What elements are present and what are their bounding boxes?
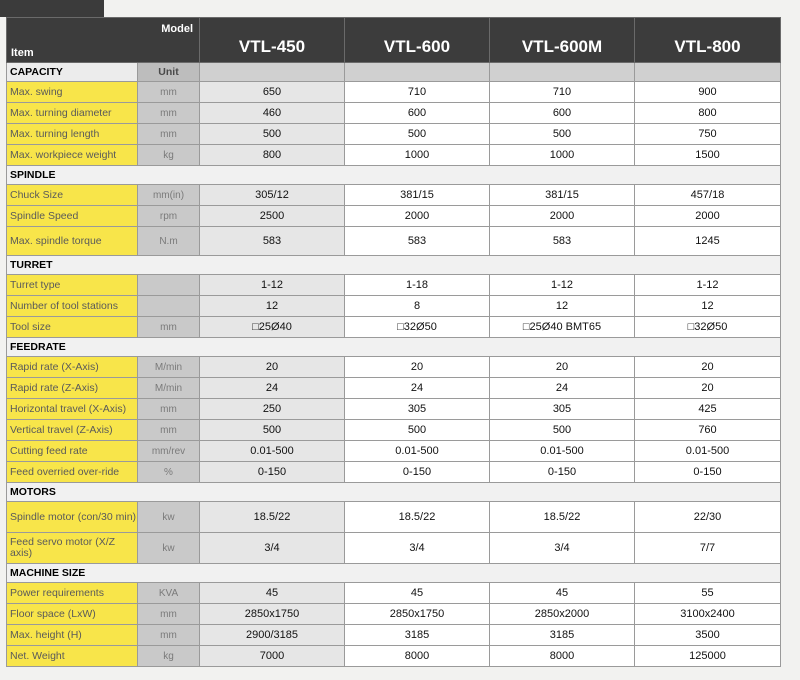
cell-value: 500 bbox=[345, 420, 490, 441]
section-spacer bbox=[635, 63, 781, 82]
row-label: Horizontal travel (X-Axis) bbox=[7, 399, 138, 420]
row-unit: kg bbox=[138, 145, 200, 166]
item-label: Item bbox=[11, 47, 34, 59]
row-unit: kw bbox=[138, 533, 200, 564]
cell-value: 3100x2400 bbox=[635, 604, 781, 625]
cell-value: 2000 bbox=[490, 206, 635, 227]
row-unit: mm bbox=[138, 82, 200, 103]
table-row bbox=[7, 533, 781, 564]
cell-value: 1-12 bbox=[490, 275, 635, 296]
section-header-spindle bbox=[7, 166, 781, 185]
row-unit: kw bbox=[138, 502, 200, 533]
cell-value: 0-150 bbox=[635, 462, 781, 483]
table-row bbox=[7, 625, 781, 646]
cell-value: □25Ø40 BMT65 bbox=[490, 317, 635, 338]
row-label: Spindle motor (con/30 min) bbox=[7, 502, 138, 533]
cell-value: 500 bbox=[345, 124, 490, 145]
cell-value: 7000 bbox=[200, 646, 345, 667]
table-row bbox=[7, 206, 781, 227]
unit-header: Unit bbox=[138, 63, 200, 82]
row-label: Feed overried over-ride bbox=[7, 462, 138, 483]
cell-value: □32Ø50 bbox=[345, 317, 490, 338]
section-spacer bbox=[200, 63, 345, 82]
cell-value: 710 bbox=[490, 82, 635, 103]
row-unit: mm bbox=[138, 399, 200, 420]
section-header-capacity bbox=[7, 63, 781, 82]
table-row bbox=[7, 227, 781, 256]
cell-value: 381/15 bbox=[345, 185, 490, 206]
cell-value: □25Ø40 bbox=[200, 317, 345, 338]
row-unit: mm bbox=[138, 625, 200, 646]
cell-value: 24 bbox=[200, 378, 345, 399]
cell-value: 0-150 bbox=[345, 462, 490, 483]
spec-table bbox=[6, 17, 781, 667]
cell-value: 20 bbox=[200, 357, 345, 378]
section-header-turret bbox=[7, 256, 781, 275]
cell-value: 583 bbox=[490, 227, 635, 256]
table-row bbox=[7, 646, 781, 667]
table-row bbox=[7, 604, 781, 625]
cell-value: 1000 bbox=[490, 145, 635, 166]
cell-value: 8000 bbox=[345, 646, 490, 667]
cell-value: 583 bbox=[200, 227, 345, 256]
cell-value: 760 bbox=[635, 420, 781, 441]
cell-value: 18.5/22 bbox=[200, 502, 345, 533]
cell-value: 3/4 bbox=[490, 533, 635, 564]
row-unit: KVA bbox=[138, 583, 200, 604]
item-model-header bbox=[7, 18, 200, 63]
cell-value: 55 bbox=[635, 583, 781, 604]
cell-value: 2850x1750 bbox=[200, 604, 345, 625]
cell-value: 2000 bbox=[635, 206, 781, 227]
cell-value: 2000 bbox=[345, 206, 490, 227]
cell-value: 45 bbox=[345, 583, 490, 604]
header-row bbox=[7, 18, 781, 63]
row-label: Max. swing bbox=[7, 82, 138, 103]
table-row bbox=[7, 124, 781, 145]
cell-value: 1500 bbox=[635, 145, 781, 166]
section-title: FEEDRATE bbox=[7, 338, 781, 357]
cell-value: 500 bbox=[200, 124, 345, 145]
table-row bbox=[7, 185, 781, 206]
row-label: Max. spindle torque bbox=[7, 227, 138, 256]
row-label: Floor space (LxW) bbox=[7, 604, 138, 625]
cell-value: 12 bbox=[635, 296, 781, 317]
model-label: Model bbox=[161, 23, 193, 35]
cell-value: 650 bbox=[200, 82, 345, 103]
row-label: Number of tool stations bbox=[7, 296, 138, 317]
section-header-feedrate bbox=[7, 338, 781, 357]
table-row bbox=[7, 82, 781, 103]
cell-value: 3185 bbox=[345, 625, 490, 646]
table-row bbox=[7, 420, 781, 441]
cell-value: 500 bbox=[200, 420, 345, 441]
row-label: Feed servo motor (X/Z axis) bbox=[7, 533, 138, 564]
row-unit: mm bbox=[138, 317, 200, 338]
cell-value: 24 bbox=[490, 378, 635, 399]
model-header: VTL-600 bbox=[345, 18, 490, 63]
section-spacer bbox=[490, 63, 635, 82]
row-unit: mm(in) bbox=[138, 185, 200, 206]
table-row bbox=[7, 357, 781, 378]
model-header: VTL-800 bbox=[635, 18, 781, 63]
cell-value: 457/18 bbox=[635, 185, 781, 206]
cell-value: 381/15 bbox=[490, 185, 635, 206]
cell-value: 2900/3185 bbox=[200, 625, 345, 646]
cell-value: 0.01-500 bbox=[200, 441, 345, 462]
cell-value: 583 bbox=[345, 227, 490, 256]
section-header-motors bbox=[7, 483, 781, 502]
cell-value: 1000 bbox=[345, 145, 490, 166]
cell-value: 500 bbox=[490, 124, 635, 145]
cell-value: 45 bbox=[490, 583, 635, 604]
cell-value: 800 bbox=[635, 103, 781, 124]
table-row bbox=[7, 583, 781, 604]
section-header-machine-size bbox=[7, 564, 781, 583]
table-row bbox=[7, 317, 781, 338]
row-label: Rapid rate (Z-Axis) bbox=[7, 378, 138, 399]
cell-value: 2500 bbox=[200, 206, 345, 227]
row-label: Max. turning length bbox=[7, 124, 138, 145]
cell-value: 12 bbox=[490, 296, 635, 317]
cell-value: 0.01-500 bbox=[490, 441, 635, 462]
cell-value: 0.01-500 bbox=[635, 441, 781, 462]
table-row bbox=[7, 275, 781, 296]
spec-body bbox=[7, 63, 781, 667]
row-label: Cutting feed rate bbox=[7, 441, 138, 462]
row-label: Max. height (H) bbox=[7, 625, 138, 646]
cell-value: 800 bbox=[200, 145, 345, 166]
cell-value: 710 bbox=[345, 82, 490, 103]
cell-value: 18.5/22 bbox=[345, 502, 490, 533]
cell-value: 20 bbox=[635, 357, 781, 378]
row-label: Tool size bbox=[7, 317, 138, 338]
cell-value: 900 bbox=[635, 82, 781, 103]
cell-value: 18.5/22 bbox=[490, 502, 635, 533]
row-label: Power requirements bbox=[7, 583, 138, 604]
table-row bbox=[7, 145, 781, 166]
cell-value: 125000 bbox=[635, 646, 781, 667]
section-title: SPINDLE bbox=[7, 166, 781, 185]
row-label: Max. workpiece weight bbox=[7, 145, 138, 166]
cell-value: 22/30 bbox=[635, 502, 781, 533]
cell-value: 305 bbox=[345, 399, 490, 420]
cell-value: 1-12 bbox=[635, 275, 781, 296]
section-title: TURRET bbox=[7, 256, 781, 275]
row-unit: kg bbox=[138, 646, 200, 667]
cell-value: 20 bbox=[490, 357, 635, 378]
row-unit: % bbox=[138, 462, 200, 483]
table-row bbox=[7, 103, 781, 124]
cell-value: 600 bbox=[490, 103, 635, 124]
cell-value: 305 bbox=[490, 399, 635, 420]
row-unit: mm bbox=[138, 124, 200, 145]
row-label: Max. turning diameter bbox=[7, 103, 138, 124]
cell-value: 1-12 bbox=[200, 275, 345, 296]
row-label: Spindle Speed bbox=[7, 206, 138, 227]
cell-value: 2850x2000 bbox=[490, 604, 635, 625]
cell-value: 0.01-500 bbox=[345, 441, 490, 462]
row-label: Net. Weight bbox=[7, 646, 138, 667]
cell-value: 425 bbox=[635, 399, 781, 420]
row-unit: M/min bbox=[138, 357, 200, 378]
row-unit: mm bbox=[138, 103, 200, 124]
cell-value: 500 bbox=[490, 420, 635, 441]
table-row bbox=[7, 378, 781, 399]
table-row bbox=[7, 441, 781, 462]
row-unit: M/min bbox=[138, 378, 200, 399]
section-spacer bbox=[345, 63, 490, 82]
row-unit: N.m bbox=[138, 227, 200, 256]
model-header: VTL-600M bbox=[490, 18, 635, 63]
row-unit bbox=[138, 275, 200, 296]
section-title: CAPACITY bbox=[7, 63, 138, 82]
cell-value: 20 bbox=[345, 357, 490, 378]
cell-value: 600 bbox=[345, 103, 490, 124]
cell-value: 8000 bbox=[490, 646, 635, 667]
cell-value: 460 bbox=[200, 103, 345, 124]
cell-value: 0-150 bbox=[200, 462, 345, 483]
row-label: Vertical travel (Z-Axis) bbox=[7, 420, 138, 441]
row-unit bbox=[138, 296, 200, 317]
cell-value: 250 bbox=[200, 399, 345, 420]
section-title: MOTORS bbox=[7, 483, 781, 502]
table-row bbox=[7, 399, 781, 420]
section-title: MACHINE SIZE bbox=[7, 564, 781, 583]
cell-value: 750 bbox=[635, 124, 781, 145]
row-unit: mm bbox=[138, 420, 200, 441]
cell-value: □32Ø50 bbox=[635, 317, 781, 338]
model-header: VTL-450 bbox=[200, 18, 345, 63]
row-label: Chuck Size bbox=[7, 185, 138, 206]
cell-value: 3/4 bbox=[200, 533, 345, 564]
cell-value: 3/4 bbox=[345, 533, 490, 564]
corner-tab bbox=[0, 0, 104, 17]
cell-value: 8 bbox=[345, 296, 490, 317]
row-label: Turret type bbox=[7, 275, 138, 296]
cell-value: 7/7 bbox=[635, 533, 781, 564]
cell-value: 3500 bbox=[635, 625, 781, 646]
cell-value: 1245 bbox=[635, 227, 781, 256]
table-row bbox=[7, 502, 781, 533]
row-unit: rpm bbox=[138, 206, 200, 227]
cell-value: 305/12 bbox=[200, 185, 345, 206]
cell-value: 2850x1750 bbox=[345, 604, 490, 625]
row-label: Rapid rate (X-Axis) bbox=[7, 357, 138, 378]
row-unit: mm/rev bbox=[138, 441, 200, 462]
table-row bbox=[7, 462, 781, 483]
cell-value: 24 bbox=[345, 378, 490, 399]
cell-value: 0-150 bbox=[490, 462, 635, 483]
table-row bbox=[7, 296, 781, 317]
cell-value: 3185 bbox=[490, 625, 635, 646]
row-unit: mm bbox=[138, 604, 200, 625]
cell-value: 20 bbox=[635, 378, 781, 399]
cell-value: 1-18 bbox=[345, 275, 490, 296]
cell-value: 12 bbox=[200, 296, 345, 317]
cell-value: 45 bbox=[200, 583, 345, 604]
